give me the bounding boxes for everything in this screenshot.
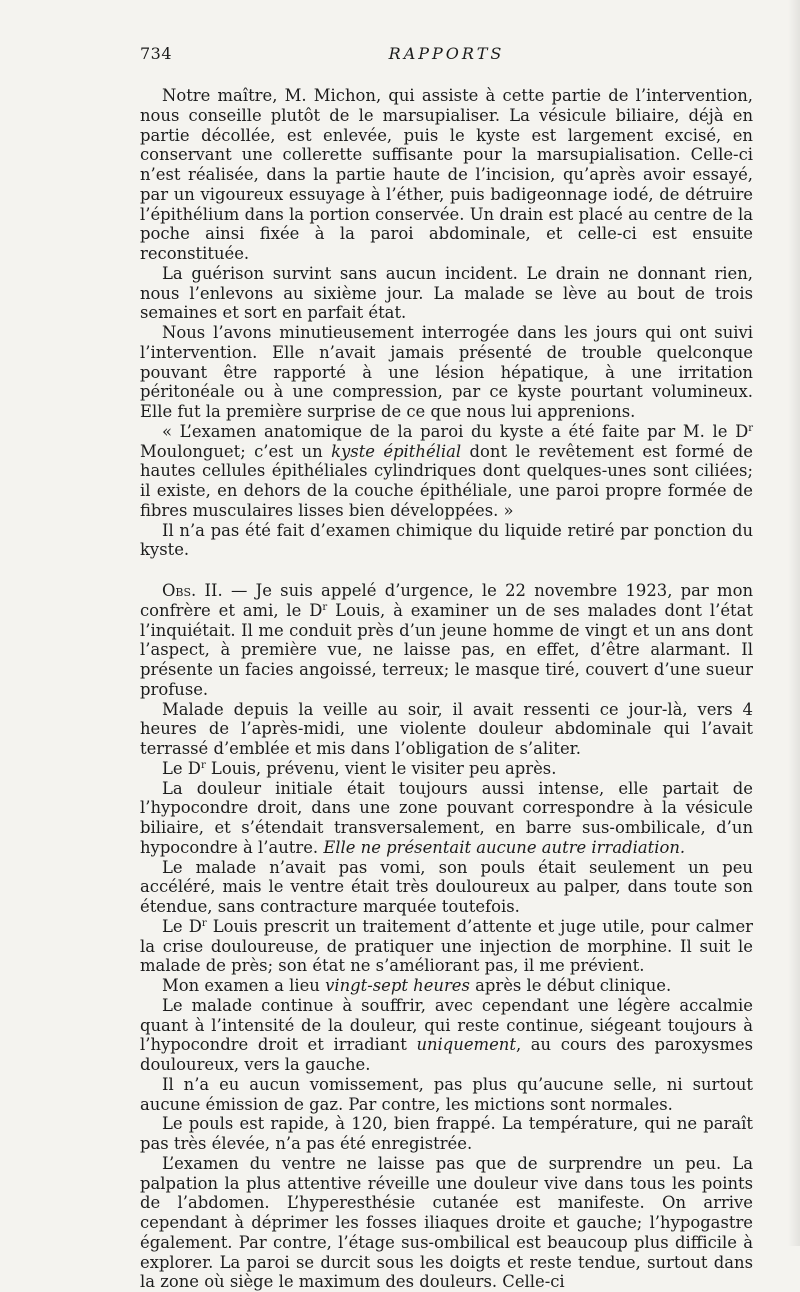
- paragraph-marsupialisation: Notre maître, M. Michon, qui assiste à cette partie de l’intervention, nous conseille plutôt de le marsupialiser. La vésicule biliaire, déjà en partie décollée, est enlevée, puis le kyste est largement excisé, en conservant une collerette suffisante pour la marsupialisation. Celle-ci n’est réalisée, dans la partie haute de l’incision, qu’après avoir essayé, par un vigoureux essuyage à l’éther, puis badigeonnage iodé, de détruire l’épithélium dans la portion conservée. Un drain est placé au centre de la poche ainsi fixée à la paroi abdominale, et celle-ci est ensuite reconstituée.: [140, 86, 753, 263]
- paragraph-debut: Malade depuis la veille au soir, il avait ressenti ce jour-là, vers 4 heures de l’après-midi, une violente douleur abdominale qui l’avait terrassé d’emblée et mis dans l’obligation de s’aliter.: [140, 699, 753, 758]
- page-header: [140, 44, 753, 68]
- paragraph-douleur-initiale: La douleur initiale était toujours aussi intense, elle partait de l’hypocondre droit, dans une zone pouvant correspondre à la vésicule biliaire, et s’étendait transversalement, en barre sus-ombilicale, d’un hypocondre à l’autre. Elle ne présentait aucune autre irradiation.: [140, 778, 753, 857]
- paragraph-visite: Le $D^r$ Louis, prévenu, vient le visiter peu après.: [162, 758, 557, 778]
- observation-label: Obs. II.: [162, 581, 223, 600]
- paragraph-accalmie: Le malade continue à souffrir, avec cependant une légère accalmie quant à l’intensité de la douleur, qui reste continue, siégeant toujours à l’hypocondre droit et irradiant uniquement, au cours des paroxysmes douloureux, vers la gauche.: [140, 995, 753, 1074]
- paragraph-guerison: La guérison survint sans aucun incident. Le drain ne donnant rien, nous l’enlevons au sixième jour. La malade se lève au bout de trois semaines et sort en parfait état.: [140, 263, 753, 323]
- paragraph-interrogatoire: Nous l’avons minutieusement interrogée dans les jours qui ont suivi l’intervention. Elle n’avait jamais présenté de trouble quelconque pouvant être rapporté à une lésion hépatique, à une irritation péritonéale ou à une compression, par ce kyste pourtant volumineux. Elle fut la première surprise de ce que nous lui apprenions.: [140, 323, 753, 421]
- observation-heading-paragraph: Obs. II. — Je suis appelé d’urgence, le 22 novembre 1923, par mon confrère et ami, le $D^r$ Louis, à examiner un de ses malades dont l’état l’inquiétait. Il me conduit près d’un jeune homme de vingt et un ans dont l’aspect, à première vue, ne laisse pas, en effet, d’être alarmant. Il présente un facies angoissé, terreux; le masque tiré, couvert d’une sueur profuse.: [140, 581, 753, 699]
- paragraph-temperature: Le pouls est rapide, à 120, bien frappé. La température, qui ne paraît pas très élevée, n’a pas été enregistrée.: [140, 1114, 753, 1153]
- paragraph-examen-heure: Mon examen a lieu vingt-sept heures après le début clinique.: [162, 976, 672, 995]
- page-number: 734: [140, 44, 173, 63]
- paragraph-examen-anatomique: « L’examen anatomique de la paroi du kyste a été faite par M. le $D^r$ Moulonguet; c’est un kyste épithélial dont le revêtement est formé de hautes cellules épithéliales cylindriques dont quelques-unes sont ciliées; il existe, en dehors de la couche épithéliale, une paroi propre formée de fibres musculaires lisses bien développées. »: [140, 421, 753, 520]
- paragraph-pouls: Le malade n’avait pas vomi, son pouls était seulement un peu accéléré, mais le ventre était très douloureux au palper, dans toute son étendue, sans contracture marquée toutefois.: [140, 857, 753, 916]
- page-edge-shadow: [788, 0, 800, 1246]
- paragraph-examen-ventre: L’examen du ventre ne laisse pas que de surprendre un peu. La palpation la plus attentive réveille une douleur vive dans tous les points de l’abdomen. L’hyperesthésie cutanée est manifeste. On arrive cependant à déprimer les fosses iliaques droite et gauche; l’hypogastre également. Par contre, l’étage sus-ombilical est beaucoup plus difficile à explorer. La paroi se durcit sous les doigts et reste tendue, surtout dans la zone où siège le maximum des douleurs. Celle-ci: [140, 1153, 753, 1292]
- section-gap: [140, 560, 753, 581]
- body-text: [140, 86, 753, 1292]
- running-title: RAPPORTS: [388, 44, 505, 63]
- paragraph-morphine: Le $D^r$ Louis prescrit un traitement d’attente et juge utile, pour calmer la crise douloureuse, de pratiquer une injection de morphine. Il suit le malade de près; son état ne s’améliorant pas, il me prévient.: [140, 916, 754, 976]
- paragraph-vomissement: Il n’a eu aucun vomissement, pas plus qu’aucune selle, ni surtout aucune émission de gaz. Par contre, les mictions sont normales.: [140, 1074, 753, 1114]
- paragraph-examen-chimique: Il n’a pas été fait d’examen chimique du liquide retiré par ponction du kyste.: [140, 520, 753, 560]
